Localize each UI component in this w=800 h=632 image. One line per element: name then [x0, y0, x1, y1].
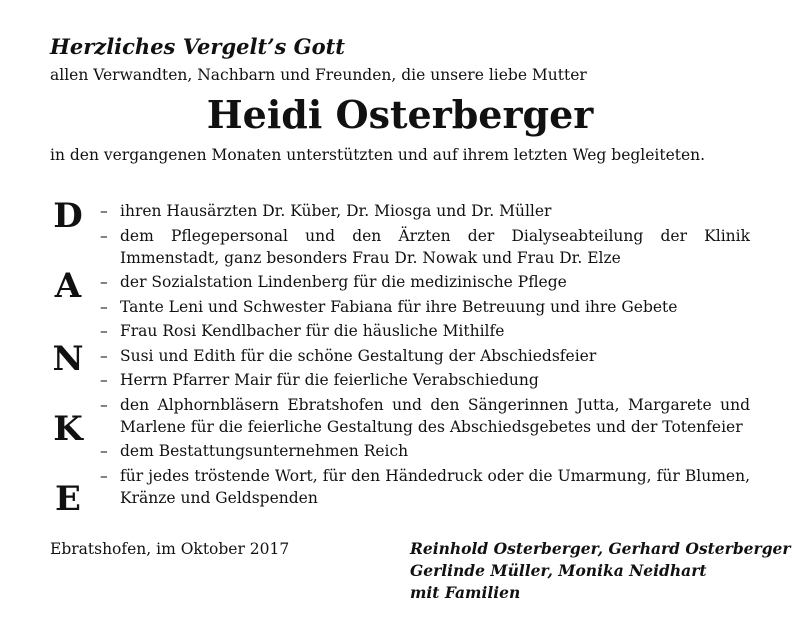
dash-marker: – [100, 395, 108, 414]
dash-marker: – [100, 297, 108, 316]
thanks-item-text: für jedes tröstende Wort, für den Händedruck oder die Umarmung, für Blumen, Kränze und Geldspenden [120, 466, 750, 507]
signer-line: Reinhold Osterberger, Gerhard Osterberger [410, 539, 791, 558]
thanks-item-text: Tante Leni und Schwester Fabiana für ihre Betreuung und ihre Gebete [120, 297, 678, 316]
intro-text: allen Verwandten, Nachbarn und Freunden, die unsere liebe Mutter [50, 66, 587, 84]
dash-marker: – [100, 322, 108, 340]
thanks-item-text: den Alphornbläsern Ebratshofen und den Sängerinnen Jutta, Margarete und Marlene für die feierliche Gestaltung des Abschiedsgebetes und der Totenfeier [120, 395, 750, 436]
thanks-item-text: dem Bestattungsunternehmen Reich [120, 442, 409, 460]
thanks-list [100, 200, 750, 511]
signer-line: mit Familien [410, 583, 521, 602]
dash-marker: – [100, 226, 108, 245]
thanks-item [100, 369, 750, 391]
notice-heading: Herzliches Vergelt’s Gott [50, 34, 345, 59]
deceased-name: Heidi Osterberger [206, 92, 594, 137]
thanks-item-text: ihren Hausärzten Dr. Küber, Dr. Miosga und Dr. Müller [120, 202, 552, 220]
thanks-item [100, 271, 750, 293]
thanks-item [100, 465, 750, 509]
thanks-item [100, 320, 750, 342]
thanks-item-text: dem Pflegepersonal und den Ärzten der Dialyseabteilung der Klinik Immenstadt, ganz besonders Frau Dr. Nowak und Frau Dr. Elze [120, 226, 750, 267]
thanks-item-text: Herrn Pfarrer Mair für die feierliche Verabschiedung [120, 371, 539, 389]
thanks-item [100, 296, 750, 318]
dash-marker: – [100, 466, 108, 485]
intro-text-continued: in den vergangenen Monaten unterstützten und auf ihrem letzten Weg begleiteten. [50, 146, 706, 164]
signer-line: Gerlinde Müller, Monika Neidhart [410, 561, 707, 580]
dash-marker: – [100, 442, 108, 460]
thanks-item [100, 345, 750, 367]
danke-vertical-word [50, 198, 86, 528]
place-and-date: Ebratshofen, im Oktober 2017 [50, 540, 290, 558]
thanks-item [100, 440, 750, 462]
danke-letter: A [54, 266, 82, 306]
thanks-item [100, 394, 750, 438]
danke-letter: D [53, 196, 83, 236]
thanks-item [100, 225, 750, 269]
danke-letter: K [53, 409, 83, 449]
dash-marker: – [100, 273, 108, 291]
dash-marker: – [100, 346, 108, 365]
danke-letter: E [55, 479, 81, 519]
dash-marker: – [100, 371, 108, 389]
thanks-item [100, 200, 750, 222]
thanks-item-text: Susi und Edith für die schöne Gestaltung der Abschiedsfeier [120, 346, 597, 365]
thanks-item-text: Frau Rosi Kendlbacher für die häusliche Mithilfe [120, 322, 505, 340]
dash-marker: – [100, 202, 108, 220]
danke-letter: N [52, 339, 84, 379]
thanks-item-text: der Sozialstation Lindenberg für die medizinische Pflege [120, 273, 567, 291]
signers-block [410, 538, 791, 604]
